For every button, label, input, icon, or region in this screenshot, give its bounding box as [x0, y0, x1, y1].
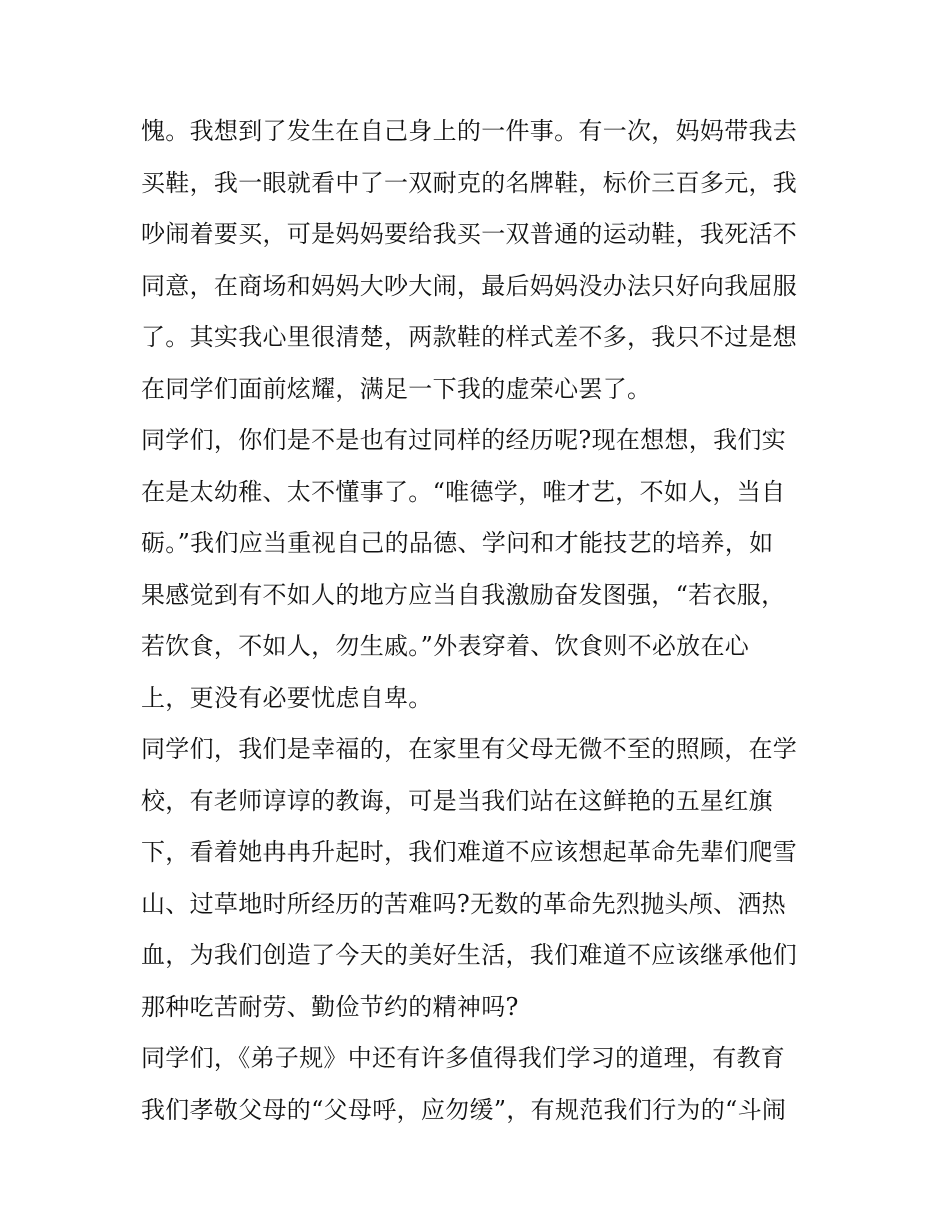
text-line: 我们孝敬父母的“父母呼，应勿缓”，有规范我们行为的“斗闹 [141, 1095, 787, 1124]
text-line: 吵闹着要买，可是妈妈要给我买一双普通的运动鞋，我死活不 [141, 220, 798, 248]
text-line: 果感觉到有不如人的地方应当自我激励奋发图强，“若衣服， [141, 580, 786, 609]
body-text [141, 106, 821, 1136]
text-line: 校，有老师谆谆的教诲，可是当我们站在这鲜艳的五星红旗 [141, 786, 773, 815]
text-line: 若饮食，不如人，勿生戚。”外表穿着、饮食则不必放在心 [141, 632, 750, 660]
text-line: 同学们，我们是幸福的，在家里有父母无微不至的照顾，在学 [141, 735, 798, 763]
text-line: 上，更没有必要忧虑自卑。 [141, 683, 433, 712]
text-line: 同学们，《弟子规》中还有许多值得我们学习的道理，有教育 [141, 1044, 786, 1072]
text-line: 那种吃苦耐劳、勤俭节约的精神吗? [141, 992, 519, 1021]
text-line: 血，为我们创造了今天的美好生活，我们难道不应该继承他们 [141, 941, 798, 969]
text-line: 买鞋，我一眼就看中了一双耐克的名牌鞋，标价三百多元，我 [141, 168, 798, 197]
text-line: 在同学们面前炫耀，满足一下我的虚荣心罢了。 [141, 374, 652, 403]
text-line: 同学们，你们是不是也有过同样的经历呢?现在想想，我们实 [141, 426, 786, 454]
text-line: 了。其实我心里很清楚，两款鞋的样式差不多，我只不过是想 [141, 323, 798, 351]
text-line: 在是太幼稚、太不懂事了。“唯德学，唯才艺，不如人，当自 [141, 477, 786, 506]
text-line: 同意，在商场和妈妈大吵大闹，最后妈妈没办法只好向我屈服 [141, 271, 798, 300]
text-line: 下，看着她冉冉升起时，我们难道不应该想起革命先辈们爬雪 [141, 838, 798, 866]
text-line: 山、过草地时所经历的苦难吗?无数的革命先烈抛头颅、洒热 [141, 889, 786, 918]
text-line: 愧。我想到了发生在自己身上的一件事。有一次，妈妈带我去 [141, 117, 798, 145]
text-line: 砺。”我们应当重视自己的品德、学问和才能技艺的培养，如 [141, 529, 774, 557]
